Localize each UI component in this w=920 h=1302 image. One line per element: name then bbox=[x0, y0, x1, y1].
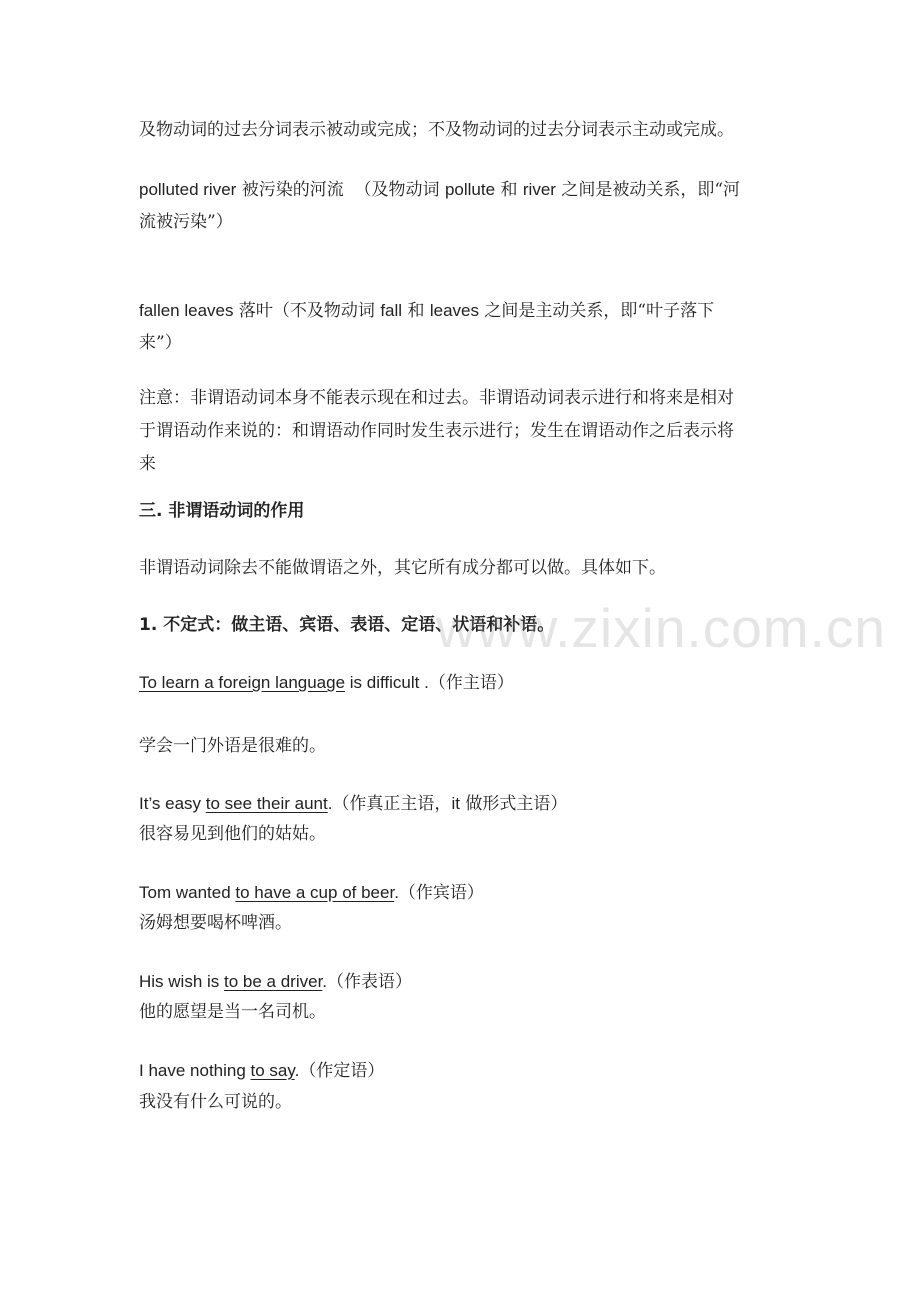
sentence-rest: is difficult . bbox=[345, 673, 429, 692]
noun: river bbox=[522, 180, 556, 199]
example-3-sentence bbox=[139, 876, 789, 910]
example-2-translation: 很容易见到他们的姑姑。 bbox=[139, 824, 326, 844]
noun: leaves bbox=[429, 301, 480, 320]
underlined-phrase: to say bbox=[250, 1061, 295, 1080]
role-label: （作宾语） bbox=[398, 883, 484, 903]
sentence-start: It’s easy bbox=[139, 794, 206, 813]
example-4-translation: 他的愿望是当一名司机。 bbox=[139, 1002, 326, 1022]
example-2-sentence bbox=[139, 787, 789, 821]
sentence-rest: . bbox=[394, 883, 399, 902]
example-1-sentence bbox=[139, 666, 789, 700]
role-it: it bbox=[451, 794, 460, 813]
paragraph-functions: 非谓语动词除去不能做谓语之外，其它所有成分都可以做。具体如下。 bbox=[139, 558, 666, 578]
paragraph-participle-rule: 及物动词的过去分词表示被动或完成；不及物动词的过去分词表示主动或完成。 bbox=[139, 120, 734, 140]
conj: 和 bbox=[495, 180, 523, 200]
sentence-rest: . bbox=[322, 972, 328, 991]
term: polluted river bbox=[139, 180, 237, 199]
note-line-1: 注意：非谓语动词本身不能表示现在和过去。非谓语动词表示进行和将来是相对 bbox=[139, 388, 734, 408]
verb: fall bbox=[380, 301, 403, 320]
example-4-sentence bbox=[139, 965, 789, 999]
role-label: （作定语） bbox=[299, 1061, 385, 1081]
example-fallen-leaves-cont: 来”） bbox=[139, 333, 182, 353]
note: （及物动词 bbox=[354, 180, 445, 200]
example-polluted-river bbox=[139, 173, 789, 207]
role-label: （作主语） bbox=[428, 673, 514, 693]
role-label: 做形式主语） bbox=[459, 794, 568, 814]
conj: 和 bbox=[402, 301, 430, 321]
section-heading: 三. 非谓语动词的作用 bbox=[139, 501, 305, 521]
sentence-start: His wish is bbox=[139, 972, 225, 991]
sentence-rest: . bbox=[327, 794, 333, 813]
gloss: 被污染的河流 bbox=[241, 180, 344, 200]
example-5-translation: 我没有什么可说的。 bbox=[139, 1092, 292, 1112]
example-fallen-leaves bbox=[139, 294, 789, 328]
example-3-translation: 汤姆想要喝杯啤酒。 bbox=[139, 913, 292, 933]
sentence-start: Tom wanted bbox=[139, 883, 236, 902]
term: fallen leaves bbox=[139, 301, 234, 320]
sentence-start: I have nothing bbox=[139, 1061, 251, 1080]
underlined-phrase: to have a cup of beer bbox=[235, 883, 395, 902]
gloss: 落叶 bbox=[238, 301, 273, 321]
note: 之间是主动关系，即“叶子落下 bbox=[479, 301, 715, 321]
watermark: www.zixin.com.cn bbox=[436, 597, 886, 659]
underlined-phrase: to see their aunt bbox=[205, 794, 328, 813]
underlined-phrase: to be a driver bbox=[224, 972, 323, 991]
note-line-3: 来 bbox=[139, 454, 156, 474]
note: （不及物动词 bbox=[272, 301, 381, 321]
sentence-rest: . bbox=[294, 1061, 300, 1080]
example-1-translation: 学会一门外语是很难的。 bbox=[139, 736, 326, 756]
subheading-infinitive: 1. 不定式：做主语、宾语、表语、定语、状语和补语。 bbox=[139, 615, 555, 635]
example-5-sentence bbox=[139, 1054, 789, 1088]
note-line-2: 于谓语动作来说的：和谓语动作同时发生表示进行；发生在谓语动作之后表示将 bbox=[139, 421, 734, 441]
role-label: （作真正主语， bbox=[332, 794, 452, 814]
underlined-phrase: To learn a foreign language bbox=[139, 673, 346, 692]
role-label: （作表语） bbox=[327, 972, 413, 992]
verb: pollute bbox=[444, 180, 496, 199]
note: 之间是被动关系，即“河 bbox=[555, 180, 741, 200]
example-polluted-river-cont: 流被污染”） bbox=[139, 212, 233, 232]
